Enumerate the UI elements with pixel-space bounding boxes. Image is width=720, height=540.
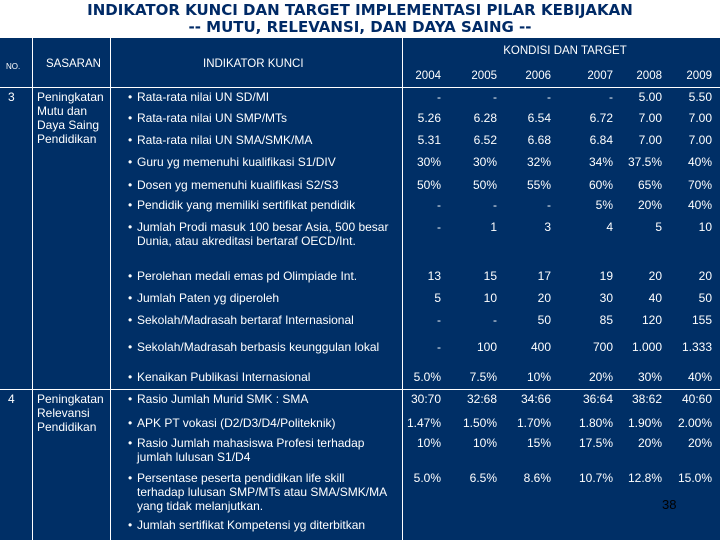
indicator-value: 37.5% <box>627 155 662 169</box>
sasaran-label: Peningkatan Relevansi Pendidikan <box>37 392 104 434</box>
indicator-label: • Rasio Jumlah mahasiswa Profesi terhadap jumlah lulusan S1/D4 <box>137 436 395 464</box>
indicator-value: 38:62 <box>631 392 662 406</box>
indicator-label: • Rata-rata nilai UN SMA/SMK/MA <box>137 133 395 147</box>
indicator-value: 40% <box>687 155 712 169</box>
indicator-value: 5 <box>434 291 441 305</box>
indicator-value: 10 <box>483 291 497 305</box>
indicator-value: 20% <box>588 370 613 384</box>
indicator-value: 12.8% <box>627 471 662 485</box>
indicator-value: - <box>437 198 441 212</box>
indicator-value: 10 <box>698 220 712 234</box>
header-year: 2009 <box>686 70 712 82</box>
header-kondisi: KONDISI DAN TARGET <box>503 45 627 57</box>
indicator-value: 36:64 <box>582 392 613 406</box>
indicator-value: 1.90% <box>627 416 662 430</box>
indicator-value: - <box>437 220 441 234</box>
indicator-value: 6.5% <box>469 471 497 485</box>
indicator-value: 20 <box>698 269 712 283</box>
divider <box>0 87 720 88</box>
indicator-value: 15% <box>526 436 551 450</box>
indicator-label: • Guru yg memenuhi kualifikasi S1/DIV <box>137 155 395 169</box>
indicator-value: - <box>437 313 441 327</box>
indicator-value: 40% <box>687 198 712 212</box>
indicator-value: 30:70 <box>410 392 441 406</box>
indicator-value: 10.7% <box>578 471 613 485</box>
indicator-value: - <box>547 90 551 104</box>
indicator-value: 20 <box>537 291 551 305</box>
indicator-label: • Jumlah Paten yg diperoleh <box>137 291 395 305</box>
indicator-value: 3 <box>544 220 551 234</box>
indicator-value: 20 <box>648 269 662 283</box>
indicator-value: 7.00 <box>638 133 662 147</box>
indicator-value: - <box>437 340 441 354</box>
title-line-2: -- MUTU, RELEVANSI, DAN DAYA SAING -- <box>188 18 532 36</box>
indicator-label: • Rata-rata nilai UN SMP/MTs <box>137 111 395 125</box>
indicator-value: 700 <box>592 340 613 354</box>
indicator-value: 70% <box>687 178 712 192</box>
indicator-value: 7.00 <box>688 133 712 147</box>
indicator-value: 6.72 <box>589 111 613 125</box>
indicator-value: 1.333 <box>681 340 712 354</box>
indicator-label: • Dosen yg memenuhi kualifikasi S2/S3 <box>137 178 395 192</box>
indicator-value: 5.31 <box>417 133 441 147</box>
indicator-label: • Persentase peserta pendidikan life skill terhadap lulusan SMP/MTs atau SMA/SMK/MA yang tidak melanjutkan. <box>137 471 395 513</box>
title-line-1: INDIKATOR KUNCI DAN TARGET IMPLEMENTASI PILAR KEBIJAKAN <box>87 1 633 19</box>
indicator-value: 10% <box>472 436 497 450</box>
header-indikator: INDIKATOR KUNCI <box>203 58 304 70</box>
indicator-value: 5.26 <box>417 111 441 125</box>
indicator-value: 5.0% <box>413 370 441 384</box>
indicator-value: 1.70% <box>516 416 551 430</box>
indicator-value: 120 <box>641 313 662 327</box>
indicator-value: 17.5% <box>578 436 613 450</box>
indicator-label: • Rasio Jumlah Murid SMK : SMA <box>137 392 395 406</box>
indicator-value: 50 <box>698 291 712 305</box>
indicator-value: 34:66 <box>520 392 551 406</box>
indicator-value: 30 <box>599 291 613 305</box>
indicator-value: 40 <box>648 291 662 305</box>
indicator-value: - <box>493 198 497 212</box>
indicator-label: • Kenaikan Publikasi Internasional <box>137 370 395 384</box>
indicator-label: • Perolehan medali emas pd Olimpiade Int. <box>137 269 395 283</box>
divider <box>0 389 720 390</box>
indicator-value: 1.50% <box>462 416 497 430</box>
indicator-value: 20% <box>637 436 662 450</box>
indicator-value: 15 <box>483 269 497 283</box>
indicator-value: 1 <box>490 220 497 234</box>
indicator-value: 32% <box>526 155 551 169</box>
indicator-value: 40:60 <box>681 392 712 406</box>
indicator-value: 50% <box>472 178 497 192</box>
group-number: 3 <box>8 90 15 104</box>
indicator-value: 1.000 <box>631 340 662 354</box>
indicator-value: 7.00 <box>688 111 712 125</box>
indicator-value: 5.0% <box>413 471 441 485</box>
indicator-value: 6.52 <box>473 133 497 147</box>
indicator-value: 65% <box>637 178 662 192</box>
page-number: 38 <box>662 497 677 512</box>
header-year: 2005 <box>471 70 497 82</box>
indicator-value: 50 <box>537 313 551 327</box>
divider <box>32 38 33 540</box>
indicator-value: 32:68 <box>466 392 497 406</box>
indicator-label: • Jumlah sertifikat Kompetensi yg diterbitkan <box>137 518 395 532</box>
indicator-value: 60% <box>588 178 613 192</box>
indicator-value: 13 <box>427 269 441 283</box>
header-no: NO. <box>6 62 21 71</box>
header-year: 2008 <box>636 70 662 82</box>
indicator-value: 5.00 <box>638 90 662 104</box>
indicator-label: • APK PT vokasi (D2/D3/D4/Politeknik) <box>137 416 395 430</box>
indicator-value: 7.00 <box>638 111 662 125</box>
indicator-value: 6.68 <box>527 133 551 147</box>
group-number: 4 <box>8 392 15 406</box>
slide-title <box>0 2 720 36</box>
divider <box>110 38 111 540</box>
indicator-value: 100 <box>476 340 497 354</box>
indicator-label: • Sekolah/Madrasah berbasis keunggulan lokal <box>137 340 395 354</box>
indicator-value: 34% <box>588 155 613 169</box>
indicator-value: 55% <box>526 178 551 192</box>
indicator-value: 17 <box>537 269 551 283</box>
indicator-value: - <box>493 90 497 104</box>
indicator-value: 6.28 <box>473 111 497 125</box>
indicator-value: 6.54 <box>527 111 551 125</box>
indicator-label: • Pendidik yang memiliki sertifikat pendidik <box>137 198 395 212</box>
indicator-label: • Rata-rata nilai UN SD/MI <box>137 90 395 104</box>
indicator-value: - <box>437 90 441 104</box>
indicator-value: 30% <box>472 155 497 169</box>
indicator-value: 10% <box>526 370 551 384</box>
header-year: 2004 <box>415 70 441 82</box>
indicator-value: 5% <box>595 198 613 212</box>
indicator-value: 8.6% <box>523 471 551 485</box>
header-year: 2007 <box>587 70 613 82</box>
indicator-value: 5.50 <box>688 90 712 104</box>
indicator-label: • Sekolah/Madrasah bertaraf Internasional <box>137 313 395 327</box>
indicator-value: 20% <box>687 436 712 450</box>
indicator-value: - <box>609 90 613 104</box>
indicator-value: 1.47% <box>406 416 441 430</box>
indicator-value: 155 <box>691 313 712 327</box>
indicator-value: 1.80% <box>578 416 613 430</box>
indicator-value: - <box>547 198 551 212</box>
header-year: 2006 <box>525 70 551 82</box>
indicator-value: 400 <box>530 340 551 354</box>
indicator-value: 6.84 <box>589 133 613 147</box>
indicator-value: 85 <box>599 313 613 327</box>
indicator-value: 19 <box>599 269 613 283</box>
indicator-value: 50% <box>416 178 441 192</box>
sasaran-label: Peningkatan Mutu dan Daya Saing Pendidikan <box>37 90 104 146</box>
indicator-value: 2.00% <box>677 416 712 430</box>
indicator-value: 30% <box>637 370 662 384</box>
indicator-table <box>0 38 720 540</box>
indicator-value: 7.5% <box>469 370 497 384</box>
indicator-value: 10% <box>416 436 441 450</box>
indicator-value: 15.0% <box>677 471 712 485</box>
indicator-value: 30% <box>416 155 441 169</box>
indicator-value: 4 <box>606 220 613 234</box>
header-sasaran: SASARAN <box>46 58 101 70</box>
indicator-value: 40% <box>687 370 712 384</box>
indicator-label: • Jumlah Prodi masuk 100 besar Asia, 500 besar Dunia, atau akreditasi bertaraf OECD/Int. <box>137 220 395 248</box>
indicator-value: 5 <box>655 220 662 234</box>
indicator-value: - <box>493 313 497 327</box>
indicator-value: 20% <box>637 198 662 212</box>
